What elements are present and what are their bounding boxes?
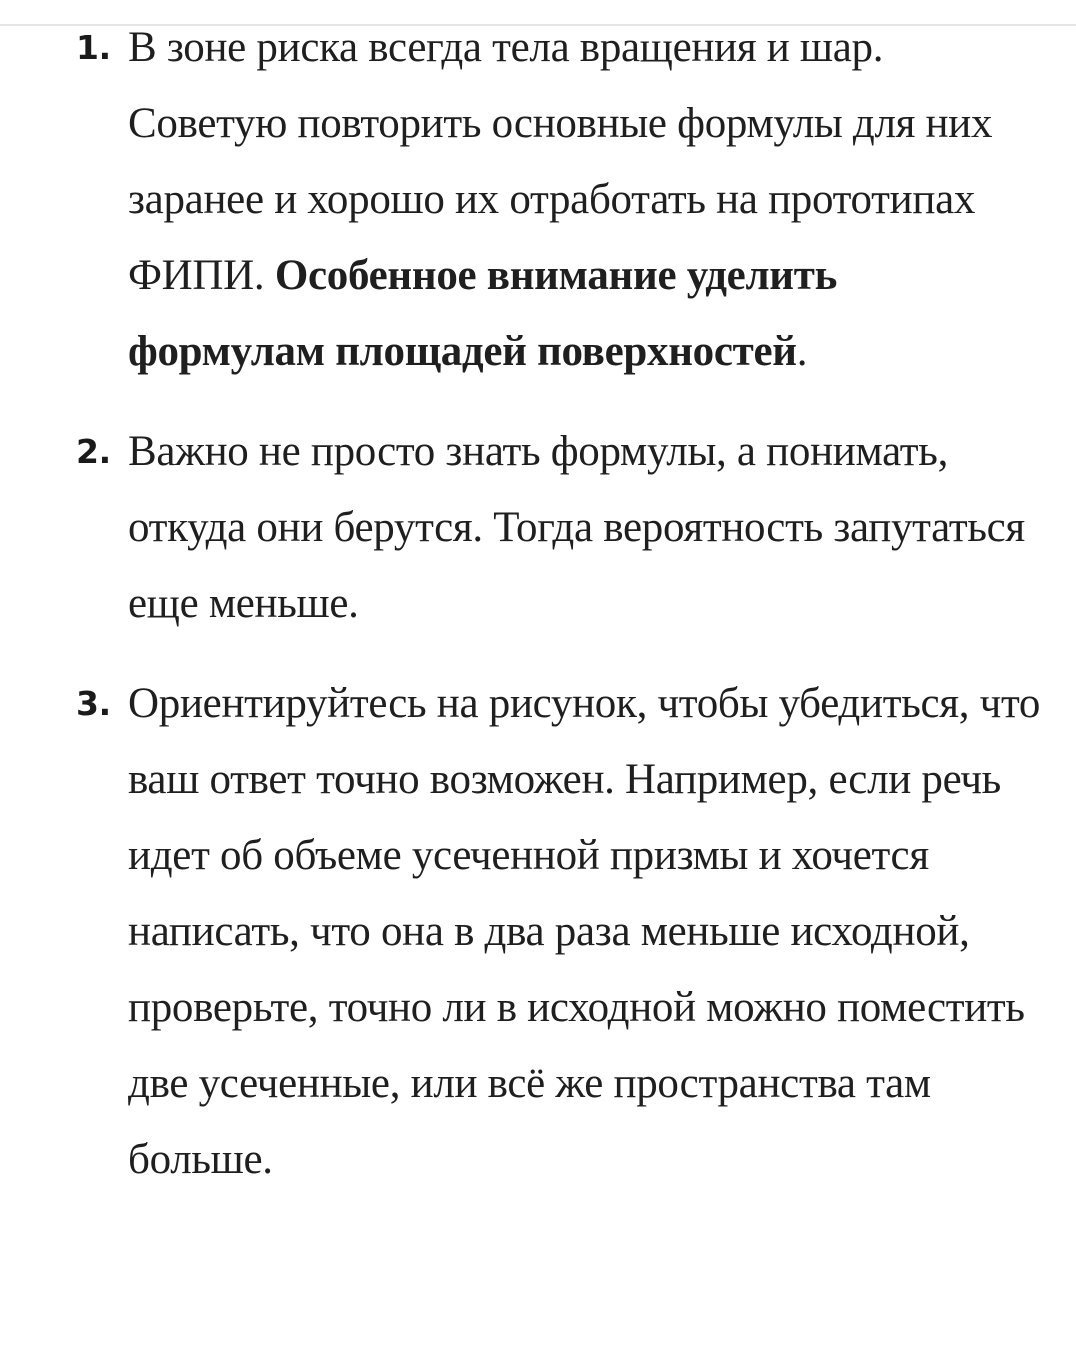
list-item-number: 1. bbox=[76, 28, 111, 67]
list-item-text: Ориентируйтесь на рисунок, чтобы убедиться, что ваш ответ точно возможен. Например, если речь идет об объеме усеченной призмы и хочется написать, что она в два раза меньше исходной, проверьте, точно ли в исходной можно поместить две усеченные, или всё же пространства там больше. bbox=[128, 680, 1041, 1183]
list-item-text: Важно не просто знать формулы, а понимать, откуда они берутся. Тогда вероятность запутаться еще меньше. bbox=[128, 428, 1025, 627]
list-item-number: 3. bbox=[76, 684, 111, 723]
list-item-bold-text: Особенное внимание уделить формулам площадей поверхностей bbox=[128, 252, 838, 375]
tips-list bbox=[0, 10, 1076, 1198]
list-item-text-tail: . bbox=[796, 328, 808, 375]
list-item bbox=[0, 414, 1076, 642]
list-item-number: 2. bbox=[76, 432, 111, 471]
list-item-text: В зоне риска всегда тела вращения и шар. Советую повторить основные формулы для них заранее и хорошо их отработать на прототипах ФИПИ. bbox=[128, 24, 993, 299]
list-item bbox=[0, 10, 1076, 390]
list-item bbox=[0, 666, 1076, 1198]
